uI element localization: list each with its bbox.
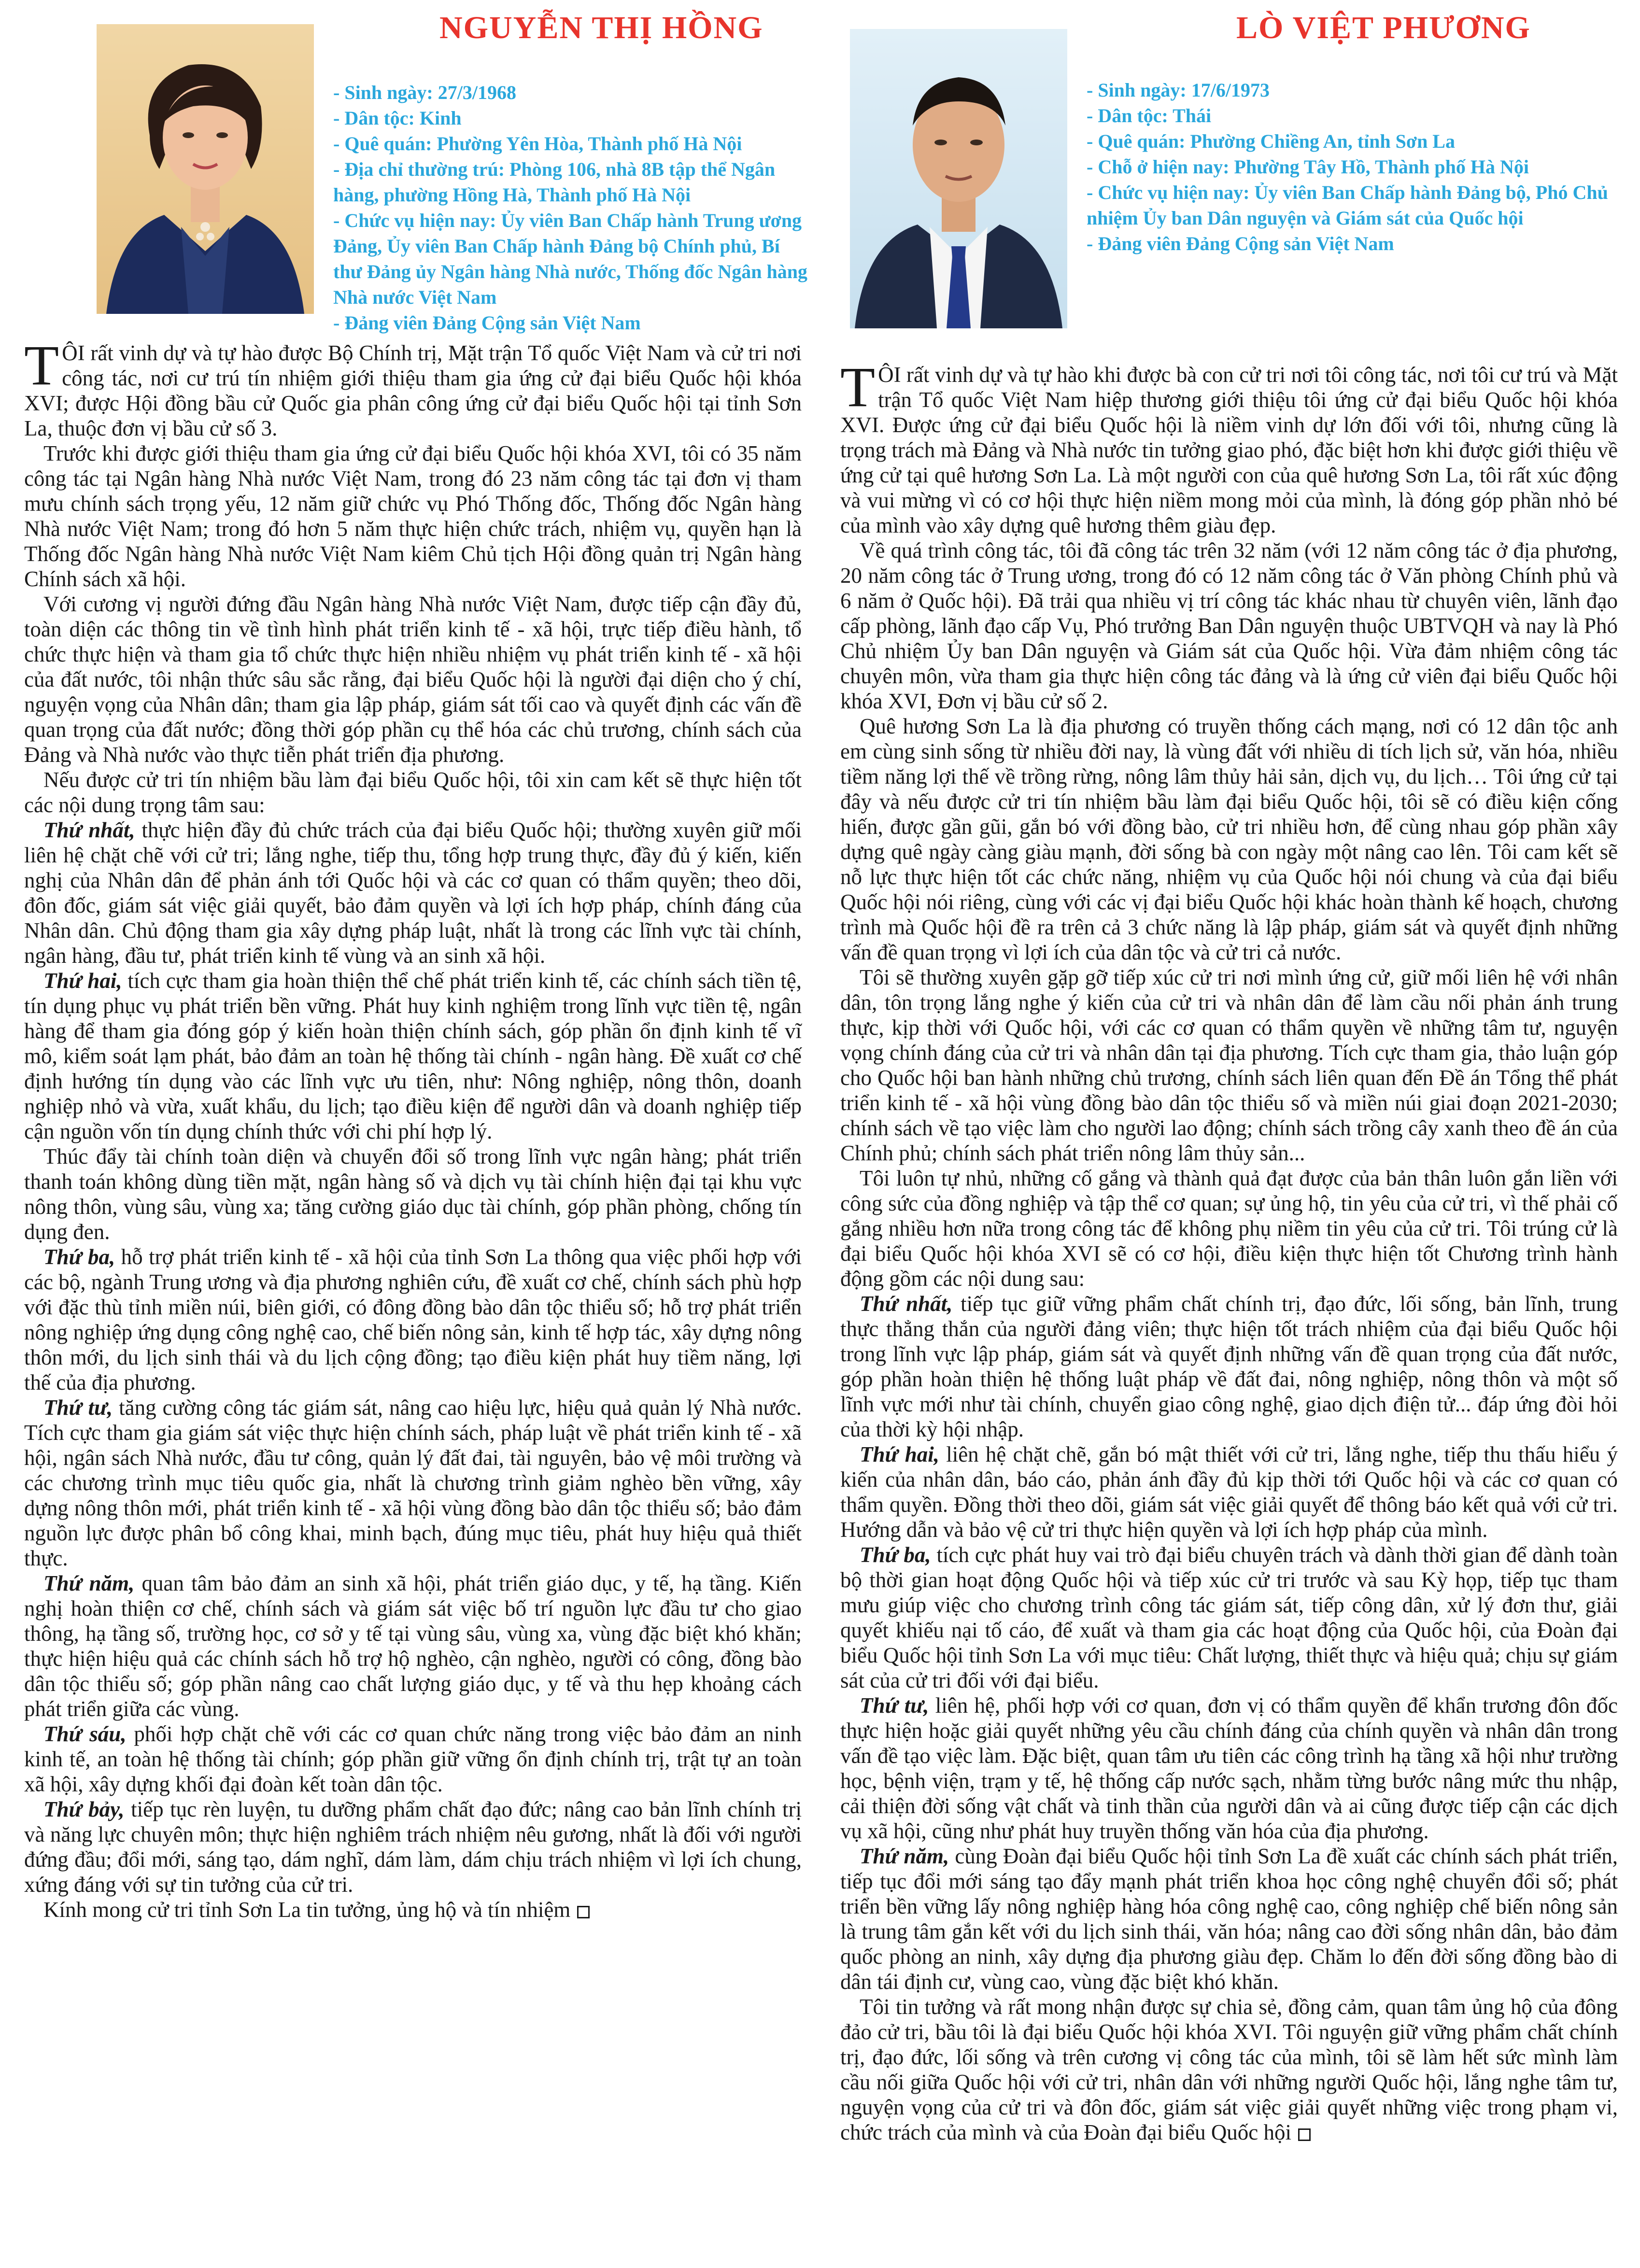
paragraph-lead: Thứ hai, (860, 1442, 939, 1466)
paragraph (840, 965, 1618, 1166)
closing-text: Kính mong cử tri tỉnh Sơn La tin tưởng, ủng hộ và tín nhiệm (43, 1898, 571, 1922)
paragraph (24, 1797, 802, 1897)
candidate-name: LÒ VIỆT PHƯƠNG (1236, 10, 1531, 45)
paragraph-text: cùng Đoàn đại biểu Quốc hội tỉnh Sơn La đề xuất các chính sách phát triển, tiếp tục đổi mới sáng tạo đẩy mạnh phát triển khoa học công nghệ chuyển đổi số; phát triển bền vững lấy nông nghiệp hàng hóa công nghệ cao, công nghiệp chế biến nông sản là trung tâm gắn kết với du lịch sinh thái, văn hóa; nâng cao đời sống nhân dân, bảo đảm quốc phòng an ninh, xây dựng địa phương giàu đẹp. Chăm lo đến đời sống đồng bào di dân tái định cư, vùng cao, vùng đặc biệt khó khăn. (840, 1844, 1618, 1994)
paragraph-lead: Thứ năm, (860, 1844, 949, 1868)
paragraph (840, 1442, 1618, 1542)
paragraph (24, 1244, 802, 1395)
info-residence: - Chỗ ở hiện nay: Phường Tây Hồ, Thành phố Hà Nội (1087, 156, 1529, 178)
paragraph (24, 441, 802, 592)
info-birth-date: - Sinh ngày: 17/6/1973 (1087, 79, 1270, 101)
paragraph-lead: Thứ nhất, (860, 1292, 953, 1316)
paragraph-text: Nếu được cử tri tín nhiệm bầu làm đại biểu Quốc hội, tôi xin cam kết sẽ thực hiện tốt các nội dung trọng tâm sau: (24, 768, 802, 817)
paragraph (840, 538, 1618, 714)
dropcap: T (840, 355, 876, 419)
candidate-statement (24, 334, 802, 1922)
paragraph (24, 968, 802, 1144)
intro-paragraph (840, 355, 1618, 538)
portrait-image (97, 24, 314, 314)
dropcap: T (24, 334, 59, 397)
paragraph-text: liên hệ chặt chẽ, gắn bó mật thiết với cử tri, lắng nghe, tiếp thu thấu hiểu ý kiến của nhân dân, báo cáo, phản ánh đầy đủ kịp thời tới Quốc hội và các cơ quan có thẩm quyền. Đồng thời theo dõi, giám sát việc giải quyết để thông báo kết quả với cử tri. Hướng dẫn và bảo vệ cử tri thực hiện quyền và lợi ích hợp pháp của mình. (840, 1442, 1618, 1542)
paragraph-lead: Thứ tư, (860, 1693, 929, 1718)
info-address: - Địa chỉ thường trú: Phòng 106, nhà 8B tập thể Ngân hàng, phường Hồng Hà, Thành phố Hà Nội (333, 158, 776, 206)
paragraph-lead: Thứ ba, (860, 1543, 931, 1567)
candidate-right (840, 0, 1618, 2144)
candidate-header (840, 0, 1618, 338)
info-ethnicity: - Dân tộc: Kinh (333, 107, 462, 129)
paragraph (840, 714, 1618, 965)
paragraph-text: Tôi luôn tự nhủ, những cố gắng và thành quả đạt được của bản thân luôn gắn liền với công sức của đồng nghiệp và tập thể cơ quan; sự ủng hộ, tin yêu của cử tri, vì thế phải cố gắng nhiều hơn nữa trong công tác để không phụ niềm tin yêu của cử tri. Tôi trúng cử là đại biểu Quốc hội khóa XVI sẽ có cơ hội, điều kiện thực hiện tốt Chương trình hành động gồm các nội dung sau: (840, 1166, 1618, 1291)
info-hometown: - Quê quán: Phường Chiềng An, tỉnh Sơn La (1087, 130, 1455, 152)
paragraph (840, 1166, 1618, 1291)
paragraph-text: hỗ trợ phát triển kinh tế - xã hội của tỉnh Sơn La thông qua việc phối hợp với các bộ, ngành Trung ương và địa phương nghiên cứu, đề xuất cơ chế, chính sách phù hợp với đặc thù tỉnh miền núi, biên giới, có đông đồng bào dân tộc thiểu số; hỗ trợ phát triển nông nghiệp ứng dụng công nghệ cao, chế biến nông sản, kinh tế hợp tác, xây dựng nông thôn mới, du lịch sinh thái và du lịch cộng đồng; tạo điều kiện phát huy tiềm năng, lợi thế của địa phương. (24, 1245, 802, 1395)
paragraph-text: thực hiện đầy đủ chức trách của đại biểu Quốc hội; thường xuyên giữ mối liên hệ chặt chẽ với cử tri; lắng nghe, tiếp thu, tổng hợp trung thực, đầy đủ ý kiến, kiến nghị của Nhân dân để phản ánh tới Quốc hội và các cơ quan có thẩm quyền; theo dõi, đôn đốc, giám sát việc giải quyết, bảo đảm quyền và lợi ích hợp pháp, chính đáng của Nhân dân. Chủ động tham gia xây dựng pháp luật, nhất là trong các lĩnh vực tài chính, ngân hàng, đầu tư, phát triển kinh tế vùng và an sinh xã hội. (24, 818, 802, 968)
candidate-name: NGUYỄN THỊ HỒNG (439, 10, 763, 45)
info-position: - Chức vụ hiện nay: Ủy viên Ban Chấp hành Trung ương Đảng, Ủy viên Ban Chấp hành Đảng bộ Chính phủ, Bí thư Đảng ủy Ngân hàng Nhà nước, Thống đốc Ngân hàng Nhà nước Việt Nam (333, 210, 807, 308)
candidate-portrait (97, 24, 314, 314)
paragraph-lead: Thứ nhất, (43, 818, 135, 842)
closing-paragraph (24, 1897, 802, 1922)
intro-text: ÔI rất vinh dự và tự hào khi được bà con cử tri nơi tôi công tác, nơi tôi cư trú và Mặt trận Tổ quốc Việt Nam hiệp thương giới thiệu tôi ứng cử đại biểu Quốc hội khóa XVI. Được ứng cử đại biểu Quốc hội là niềm vinh dự lớn đối với tôi, nhưng cũng là trọng trách mà Đảng và Nhà nước tin tưởng giao phó, đặc biệt hơn khi được giới thiệu về ứng cử tại quê hương Sơn La. Là một người con của quê hương Sơn La, tôi rất xúc động và vui mừng vì có cơ hội thực hiện niềm mong mỏi của mình, là đóng góp phần nhỏ bé của mình vào xây dựng quê hương thêm giàu đẹp. (840, 363, 1618, 537)
info-party: - Đảng viên Đảng Cộng sản Việt Nam (1087, 233, 1394, 254)
candidate-portrait (850, 29, 1067, 328)
paragraph-text: tiếp tục giữ vững phẩm chất chính trị, đạo đức, lối sống, bản lĩnh, trung thực thẳng thắn của người đảng viên; thực hiện tốt trách nhiệm của đại biểu Quốc hội trong lĩnh vực lập pháp, giám sát và quyết định những vấn đề quan trọng của đất nước, góp phần hoàn thiện hệ thống luật pháp về đất đai, nông nghiệp, nông thôn và một số lĩnh vực mới như tài chính, chuyển giao công nghệ, giao dịch điện tử... đáp ứng đòi hỏi của thời kỳ hội nhập. (840, 1292, 1618, 1441)
paragraph-text: tích cực tham gia hoàn thiện thể chế phát triển kinh tế, các chính sách tiền tệ, tín dụng phục vụ phát triển bền vững. Phát huy kinh nghiệm trong lĩnh vực tiền tệ, ngân hàng để tham gia đóng góp ý kiến hoàn thiện chính sách, góp phần ổn định kinh tế vĩ mô, kiểm soát lạm phát, bảo đảm an toàn hệ thống tài chính - ngân hàng. Đề xuất cơ chế định hướng tín dụng vào các lĩnh vực ưu tiên, như: Nông nghiệp, nông thôn, doanh nghiệp nhỏ và vừa, xuất khẩu, du lịch; tạo điều kiện để người dân và doanh nghiệp tiếp cận nguồn vốn tín dụng chính thức với chi phí hợp lý. (24, 969, 802, 1143)
paragraph-text: Với cương vị người đứng đầu Ngân hàng Nhà nước Việt Nam, được tiếp cận đầy đủ, toàn diện các thông tin về tình hình phát triển kinh tế - xã hội, trực tiếp điều hành, tổ chức thực hiện và tham gia tổ chức thực hiện nhiều nhiệm vụ phát triển kinh tế - xã hội của đất nước, tôi nhận thức sâu sắc rằng, đại biểu Quốc hội là người đại diện cho ý chí, nguyện vọng của Nhân dân; tham gia lập pháp, giám sát tối cao và quyết định các vấn đề quan trọng của đất nước; đồng thời góp phần cụ thể hóa các chủ trương, chính sách của Đảng và Nhà nước vào thực tiễn phát triển địa phương. (24, 592, 802, 767)
paragraph-text: quan tâm bảo đảm an sinh xã hội, phát triển giáo dục, y tế, hạ tầng. Kiến nghị hoàn thiện cơ chế, chính sách và giám sát việc bố trí nguồn lực đầu tư cho giao thông, hạ tầng số, trường học, cơ sở y tế tại vùng sâu, vùng xa, vùng đặc biệt khó khăn; thực hiện hiệu quả các chính sách hỗ trợ hộ nghèo, cận nghèo, người có công, đồng bào dân tộc thiểu số; góp phần nâng cao chất lượng giáo dục, y tế và thu hẹp khoảng cách phát triển giữa các vùng. (24, 1571, 802, 1721)
info-hometown: - Quê quán: Phường Yên Hòa, Thành phố Hà Nội (333, 133, 742, 155)
intro-text: ÔI rất vinh dự và tự hào được Bộ Chính trị, Mặt trận Tổ quốc Việt Nam và cử tri nơi công tác, nơi cư trú tín nhiệm giới thiệu tham gia ứng cử đại biểu Quốc hội khóa XVI; được Hội đồng bầu cử Quốc gia phân công ứng cử đại biểu Quốc hội tại tỉnh Sơn La, thuộc đơn vị bầu cử số 3. (24, 341, 802, 440)
candidate-info-list (1087, 77, 1618, 256)
paragraph-text: Trước khi được giới thiệu tham gia ứng cử đại biểu Quốc hội khóa XVI, tôi có 35 năm công tác tại Ngân hàng Nhà nước Việt Nam, trong đó 23 năm công tác tại đơn vị tham mưu chính sách trọng yếu, 12 năm giữ chức vụ Phó Thống đốc, Thống đốc Ngân hàng Nhà nước Việt Nam; trong đó hơn 5 năm thực hiện chức trách, nhiệm vụ, quyền hạn là Thống đốc Ngân hàng Nhà nước Việt Nam kiêm Chủ tịch Hội đồng quản trị Ngân hàng Chính sách xã hội. (24, 441, 802, 591)
paragraph-text: Tôi sẽ thường xuyên gặp gỡ tiếp xúc cử tri nơi mình ứng cử, giữ mối liên hệ với nhân dân, tôn trọng lắng nghe ý kiến của cử tri và nhân dân để làm cầu nối phản ánh trung thực, kịp thời với Quốc hội, với các cơ quan có thẩm quyền về những tâm tư, nguyện vọng chính đáng của cử tri và nhân dân tại địa phương. Tích cực tham gia, thảo luận góp cho Quốc hội ban hành những chủ trương, chính sách liên quan đến Đề án Tổng thể phát triển kinh tế - xã hội vùng đồng bào dân tộc thiểu số và miền núi giai đoạn 2021-2030; chính sách về tạo việc làm cho người lao động; chính sách trồng cây xanh theo đề án của Chính phủ; chính sách phát triển nông lâm thủy sản... (840, 965, 1618, 1165)
paragraph-text: Quê hương Sơn La là địa phương có truyền thống cách mạng, nơi có 12 dân tộc anh em cùng sinh sống từ nhiều đời nay, là vùng đất với nhiều di tích lịch sử, văn hóa, nhiều tiềm năng lợi thế về trồng rừng, nông lâm thủy hải sản, dịch vụ, du lịch… Tôi ứng cử tại đây và nếu được cử tri tín nhiệm bầu làm đại biểu Quốc hội, tôi sẽ có điều kiện cống hiến, được gần gũi, gắn bó với đồng bào, cử tri nhiều hơn, để cùng nhau góp phần xây dựng quê ngày càng giàu mạnh, đời sống bà con ngày một nâng cao lên. Tôi cam kết sẽ nỗ lực thực hiện tốt các chức năng, nhiệm vụ của Quốc hội nói chung và của đại biểu Quốc hội nói riêng, cùng với các vị đại biểu Quốc hội khác hoàn thành kế hoạch, chương trình mà Quốc hội đề ra trên cả 3 chức năng là lập pháp, giám sát và quyết định những vấn đề quan trọng vì lợi ích của dân tộc và cử tri cả nước. (840, 714, 1618, 964)
end-mark-icon (577, 1906, 590, 1918)
paragraph-lead: Thứ năm, (43, 1571, 135, 1595)
portrait-image (850, 29, 1067, 328)
candidate-left (24, 0, 807, 1922)
paragraph-lead: Thứ sáu, (43, 1722, 127, 1746)
end-mark-icon (1298, 2128, 1311, 2141)
paragraph-text: tích cực phát huy vai trò đại biểu chuyên trách và dành thời gian để dành toàn bộ thời gian hoạt động Quốc hội và tiếp xúc cử tri trước và sau Kỳ họp, tiếp tục tham mưu giúp việc cho chương trình công tác giám sát, tiếp công dân, xử lý đơn thư, giải quyết khiếu nại tố cáo, để xuất và tham gia các hoạt động của Quốc hội, của Đoàn đại biểu Quốc hội tỉnh Sơn La với mục tiêu: Chất lượng, thiết thực và hiệu quả; chịu sự giám sát của cử tri đối với đại biểu. (840, 1543, 1618, 1692)
info-birth-date: - Sinh ngày: 27/3/1968 (333, 82, 516, 103)
candidate-statement (840, 355, 1618, 2145)
paragraph (840, 1291, 1618, 1442)
info-position: - Chức vụ hiện nay: Ủy viên Ban Chấp hành Đảng bộ, Phó Chủ nhiệm Ủy ban Dân nguyện và Giám sát của Quốc hội (1087, 182, 1608, 229)
paragraph (24, 1144, 802, 1244)
paragraph-text: phối hợp chặt chẽ với các cơ quan chức năng trong việc bảo đảm an ninh kinh tế, an toàn hệ thống tài chính; góp phần giữ vững ổn định chính trị, trật tự an toàn xã hội, xây dựng khối đại đoàn kết toàn dân tộc. (24, 1722, 802, 1796)
paragraph (24, 592, 802, 767)
paragraph-lead: Thứ hai, (43, 969, 122, 993)
paragraph-text: tiếp tục rèn luyện, tu dưỡng phẩm chất đạo đức; nâng cao bản lĩnh chính trị và năng lực chuyên môn; thực hiện nghiêm trách nhiệm nêu gương, nhất là đối với người đứng đầu; đổi mới, sáng tạo, dám nghĩ, dám làm, dám chịu trách nhiệm vì lợi ích chung, xứng đáng với sự tin tưởng của cử tri. (24, 1797, 802, 1897)
paragraph-text: tăng cường công tác giám sát, nâng cao hiệu lực, hiệu quả quản lý Nhà nước. Tích cực tham gia giám sát việc thực hiện chính sách, pháp luật về phát triển kinh tế - xã hội, ngân sách Nhà nước, đầu tư công, quản lý đất đai, tài nguyên, bảo vệ môi trường và các chương trình mục tiêu quốc gia, nhất là chương trình giảm nghèo bền vững, xây dựng nông thôn mới, phát triển kinh tế - xã hội vùng đồng bào dân tộc thiểu số; bảo đảm nguồn lực được phân bổ công khai, minh bạch, đúng mục tiêu, phát huy hiệu quả thiết thực. (24, 1395, 802, 1570)
candidate-header (24, 0, 807, 338)
paragraph (840, 1693, 1618, 1844)
paragraph-lead: Thứ tư, (43, 1395, 113, 1420)
intro-paragraph (24, 334, 802, 441)
paragraph (840, 1542, 1618, 1693)
paragraph-lead: Thứ bảy, (43, 1797, 125, 1821)
info-ethnicity: - Dân tộc: Thái (1087, 105, 1212, 127)
paragraph (24, 767, 802, 817)
paragraph (840, 1844, 1618, 1994)
paragraph-lead: Thứ ba, (43, 1245, 115, 1269)
paragraph (24, 1571, 802, 1721)
closing-text: Tôi tin tưởng và rất mong nhận được sự chia sẻ, đồng cảm, quan tâm ủng hộ của đông đảo cử tri, bầu tôi là đại biểu Quốc hội khóa XVI. Tôi nguyện giữ vững phẩm chất chính trị, đạo đức, lối sống và trên cương vị công tác của mình, tôi sẽ làm hết sức mình làm cầu nối giữa Quốc hội với cử tri, nhân dân với những người Quốc hội, lắng nghe tâm tư, nguyện vọng của cử tri và đôn đốc, giám sát việc giải quyết những việc trong phạm vi, chức trách của mình và của Đoàn đại biểu Quốc hội (840, 1995, 1618, 2144)
paragraph-text: Về quá trình công tác, tôi đã công tác trên 32 năm (với 12 năm công tác ở địa phương, 20 năm công tác ở Trung ương, trong đó có 12 năm công tác ở Văn phòng Chính phủ và 6 năm ở Quốc hội). Đã trải qua nhiều vị trí công tác khác nhau từ chuyên viên, lãnh đạo cấp phòng, lãnh đạo cấp Vụ, Phó trưởng Ban Dân nguyện thuộc UBTVQH và nay là Phó Chủ nhiệm Ủy ban Dân nguyện và Giám sát của Quốc hội. Vừa đảm nhiệm công tác chuyên môn, vừa tham gia thực hiện công tác đảng và là ứng cử viên đại biểu Quốc hội khóa XVI, Đơn vị bầu cử số 2. (840, 538, 1618, 713)
paragraph (24, 1721, 802, 1797)
candidate-info-list (333, 80, 811, 336)
paragraph (24, 1395, 802, 1571)
closing-paragraph (840, 1994, 1618, 2145)
paragraph (24, 817, 802, 968)
paragraph-text: Thúc đẩy tài chính toàn diện và chuyển đổi số trong lĩnh vực ngân hàng; phát triển thanh toán không dùng tiền mặt, ngân hàng số và dịch vụ tài chính hiện đại tại khu vực nông thôn, vùng sâu, vùng xa; tăng cường giáo dục tài chính, góp phần phòng, chống tín dụng đen. (24, 1144, 802, 1244)
paragraph-text: liên hệ, phối hợp với cơ quan, đơn vị có thẩm quyền để khẩn trương đôn đốc thực hiện hoặc giải quyết những yêu cầu chính đáng của chính quyền và nhân dân trong vấn đề tạo việc làm. Đặc biệt, quan tâm ưu tiên các công trình hạ tầng xã hội như trường học, bệnh viện, trạm y tế, hệ thống cấp nước sạch, nhằm từng bước nâng mức thu nhập, cải thiện đời sống vật chất và tinh thần của người dân và ai cũng được tiếp cận các dịch vụ xã hội, cũng như phát huy truyền thống văn hóa của địa phương. (840, 1693, 1618, 1843)
info-party: - Đảng viên Đảng Cộng sản Việt Nam (333, 312, 641, 334)
